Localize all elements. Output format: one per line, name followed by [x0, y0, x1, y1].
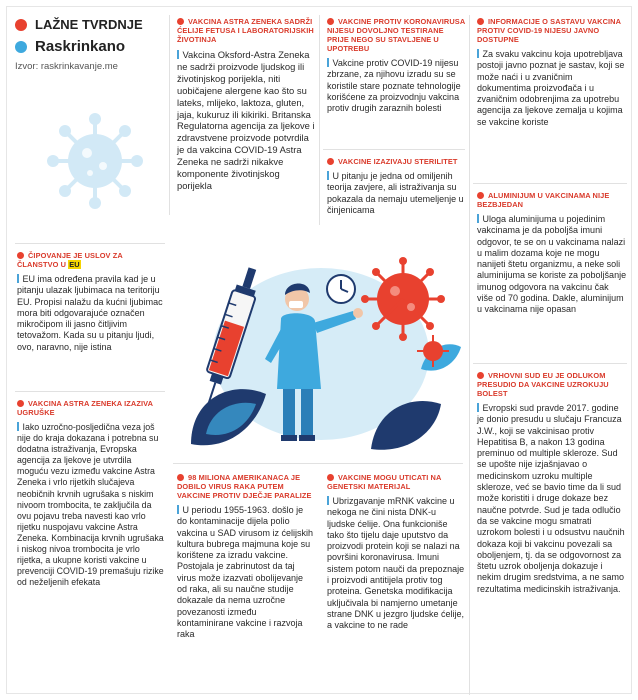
virus-icon	[361, 257, 445, 341]
block-body: Vakcina Oksford-Astra Zeneka ne sadrži proizvode ljudskog ili životinjskog porijekla, niti uobičajene alergene kao što su lateks, mlijeko, laktoza, gluten, jaja, kukuruz ili kikiriki. Britanska Regulatorna agencija za ljekove i zdravstvene proizvode potvrdila je da vakcina COVID-19 Astra Zeneka ne sadrži nikakve komponente životinjskog porijekla	[177, 49, 315, 191]
block-body: Za svaku vakcinu koja upotrebljava postoji javno poznat je sastav, koji se može naći i u zvaničnim dokumentima proizvođača i u zvaničnim odobrenjima za upotrebu agencija za ljekove zemalja u kojima se vakcine koriste	[477, 49, 625, 127]
infographic	[6, 6, 632, 694]
blue-marker-icon	[327, 496, 329, 505]
row-divider	[173, 463, 463, 464]
block-eu-court	[477, 371, 627, 595]
red-dot-icon	[17, 252, 24, 259]
block-title: VAKCINA ASTRA ZENEKA IZAZIVA UGRUŠKE	[17, 399, 153, 417]
column-divider	[319, 15, 320, 225]
block-polio	[177, 473, 315, 641]
block-astra-fetal	[177, 17, 315, 192]
block-title: 98 MILIONA AMERIKANACA JE DOBILO VIRUS RAKA PUTEM VAKCINE PROTIV DJEČJE PARALIZE	[177, 473, 312, 500]
source-note: Izvor: raskrinkavanje.me	[15, 61, 118, 72]
block-title: VAKCINE PROTIV KORONAVIRUSA NIJESU DOVOLJNO TESTIRANE PRIJE NEGO SU STAVLJENE U UPOTREBU	[327, 17, 465, 53]
block-body: EU ima određena pravila kad je u pitanju ulazak ljubimaca na teritoriju EU. Propisi nalažu da kućni ljubimac mora biti odgovarajuće označen mikročipom ili jasno čitljivim tetovažom. Kada su u pitanju ljudi, ovo, naravno, nije istina	[17, 274, 163, 352]
red-dot-icon	[477, 192, 484, 199]
block-title: VRHOVNI SUD EU JE ODLUKOM PRESUDIO DA VAKCINE UZROKUJU BOLEST	[477, 371, 609, 398]
blue-marker-icon	[327, 58, 329, 67]
legend-debunked: Raskrinkano	[15, 38, 165, 55]
red-dot-icon	[327, 474, 334, 481]
blue-marker-icon	[477, 214, 479, 223]
block-body: U periodu 1955-1963. došlo je do kontaminacije dijela polio vakcina u SAD virusom iz ćelijskih kultura bubrega majmuna koje su korištene za izradu vakcine. Postojala je zabrinutost da taj virus može izazvati obolijevanje od raka, ali su naučne studije dokazale da nema uzročne povezanosti između kontaminirane vakcine i razvoja raka	[177, 505, 314, 640]
block-mrna	[327, 473, 465, 632]
block-body: U pitanju je jedna od omiljenih teorija zavjere, ali istraživanja su pokazala da nemaju utemeljenje u činjenicama	[327, 171, 464, 215]
red-dot-icon	[327, 158, 334, 165]
blue-marker-icon	[477, 49, 479, 58]
column-divider	[169, 15, 170, 215]
red-dot-icon	[477, 372, 484, 379]
block-title: ALUMINIJUM U VAKCINAMA NIJE BEZBJEDAN	[477, 191, 610, 209]
row-divider	[473, 363, 627, 364]
block-eu-chip	[17, 251, 165, 353]
block-body: Uloga aluminijuma u pojedinim vakcinama je da pobolјša imuni odgovor, te se on u vakcinama nalazi u malim dozama koje ne mogu nanijeti štetu organizmu, a neke soli aluminijuma se koriste za poboljšanje imunog odgovora na vakcinu čak više od 70 godina. Dakle, aluminijum u vakcinama nije opasan	[477, 214, 627, 315]
block-title: ČIPOVANJE JE USLOV ZA ČLANSTVO U EU	[17, 251, 123, 269]
block-title: VAKCINA ASTRA ZENEKA SADRŽI ĆELIJE FETUSA I LABORATORIJSKIH ŽIVOTINJA	[177, 17, 314, 44]
block-body: Iako uzročno-posljedična veza još nije do kraja dokazana i potrebna su dodatna istraživanja, Evropska agencija za ljekove je utvrdila moguću vezu između vakcine Astra Zeneka i vrlo rijetkih slučajeva neobičnih krvnih ugrušaka s niskim nivoom trombocita, te zaključila da ovu pojavu treba navesti kao vrlo rijetku nuspojavu vakcine Astra Zeneka. Kombinacija krvnih ugrušaka i niskog nivoa trombocita je vrlo rijetka, a ukupne koristi vakcine u prevenciji COVID-19 premašuju rizike od neželjenih efekata	[17, 422, 164, 588]
eu-highlight: EU	[69, 260, 80, 269]
row-divider	[473, 183, 627, 184]
block-title: VAKCINE IZAZIVAJU STERILITET	[327, 157, 465, 166]
red-dot-icon	[15, 19, 27, 31]
block-title: INFORMACIJE O SASTAVU VAKCINA PROTIV COVID-19 NIJESU JAVNO DOSTUPNE	[477, 17, 621, 44]
block-sterility	[327, 157, 465, 216]
blue-marker-icon	[177, 50, 179, 59]
block-composition	[477, 17, 627, 128]
row-divider	[15, 391, 165, 392]
block-body: Ubrizgavanje mRNK vakcine u nekoga ne čini nista DNK-u ljudske ćelije. Ona funkcioniše tako što tijelu daje uputstvo da proizvodi protein koji se nalazi na površini koronavirusa. Imuni sistem potom nauči da prepoznaje i proizvodi antitijela protiv tog proteina. Genetska modifikacija uključivala bi namjerno umetanje strane DNK u jezgro ljudske ćelije, a vakcine to ne rade	[327, 496, 465, 631]
column-divider	[469, 15, 470, 695]
blue-marker-icon	[17, 422, 19, 431]
blue-dot-icon	[15, 41, 27, 53]
block-tested	[327, 17, 465, 114]
blue-marker-icon	[17, 274, 19, 283]
blue-marker-icon	[177, 505, 179, 514]
red-dot-icon	[327, 18, 334, 25]
red-dot-icon	[177, 474, 184, 481]
row-divider	[15, 243, 165, 244]
block-body: Evropski sud pravde 2017. godine je donio presudu u slučaju Francuza J.W., koji se vakcinisao protiv Hepatitisa B, a nakon 13 godina preminuo od multiple skleroze. Sud se upošte nije izjašnjavao o medicinskom uzroku multiple skleroze, već se bavio time da li sud može koristiti i druge dokaze bez naučne potvrde. Sud je tada odlučio da se vakcine mogu smatrati uzrokom bolesti i u odsustvu naučnih dokaza koji bi vakcinu povezali sa oboljenjem, tj. da se odgovornost za štetu uzrok oboljenja dokazuje i nekim drugim sredstvima, a ne samo rezultatima medicinskih istraživanja.	[477, 403, 625, 594]
block-aluminium	[477, 191, 627, 316]
legend	[15, 17, 165, 72]
clock-icon	[327, 275, 355, 303]
red-dot-icon	[177, 18, 184, 25]
nurse-illustration	[171, 229, 467, 461]
row-divider	[323, 149, 465, 150]
red-dot-icon	[17, 400, 24, 407]
red-dot-icon	[477, 18, 484, 25]
block-body: Vakcine protiv COVID-19 nijesu zbrzane, za njihovu izradu su se koristile stare poznate tehnologije korišćene za proizvodnju vakcina protiv drugih zaraznih bolesti	[327, 58, 461, 114]
virus-icon	[45, 111, 145, 211]
blue-marker-icon	[477, 403, 479, 412]
block-astra-clots	[17, 399, 165, 588]
blue-marker-icon	[327, 171, 329, 180]
legend-false: LAŽNE TVRDNJE	[15, 17, 165, 32]
block-title: VAKCINE MOGU UTICATI NA GENETSKI MATERIJAL	[327, 473, 442, 491]
